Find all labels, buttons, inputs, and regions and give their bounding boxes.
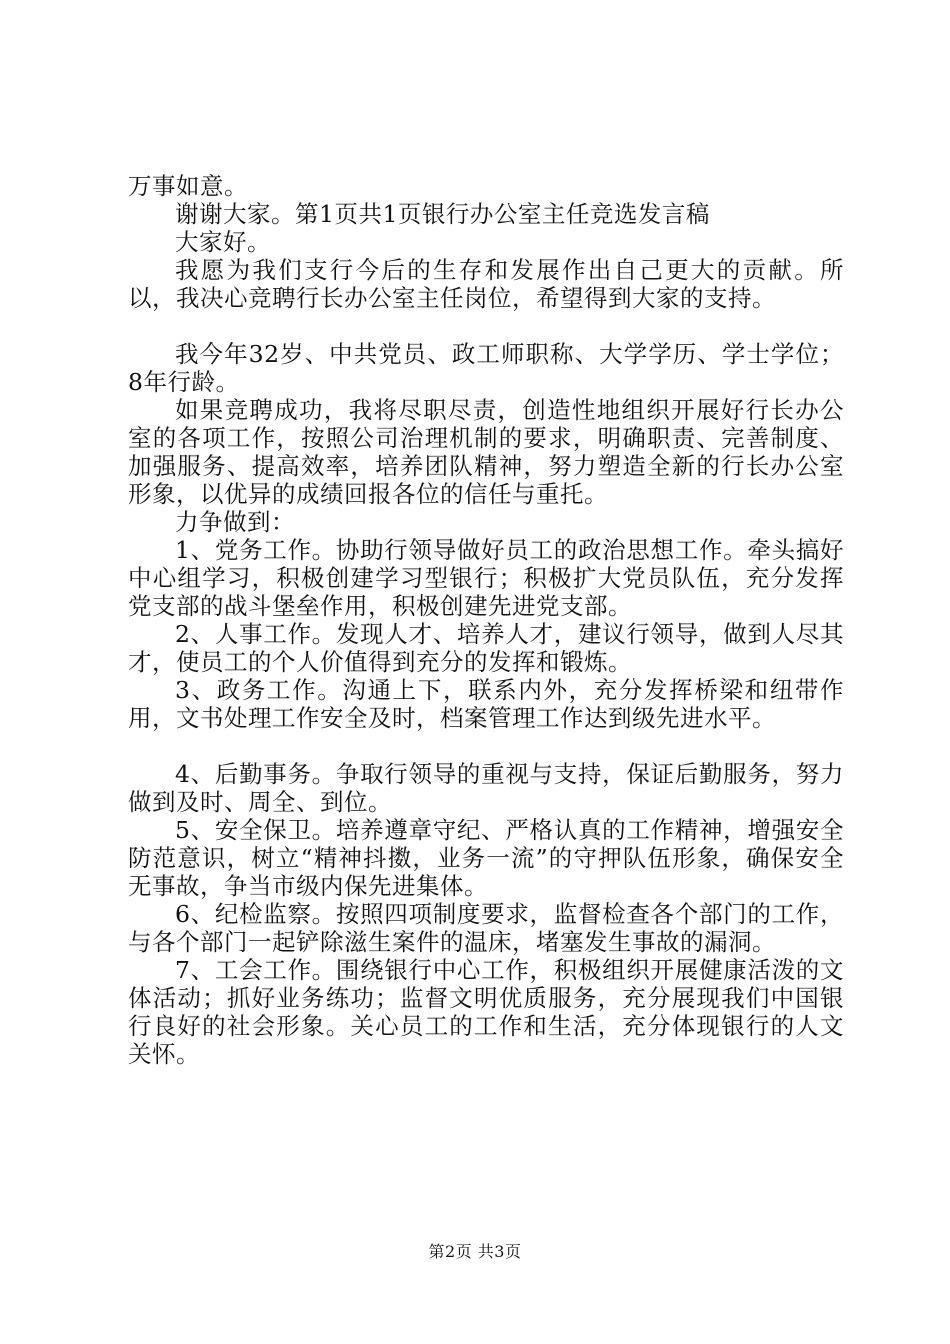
- paragraph-commitment: 如果竞聘成功，我将尽职尽责，创造性地组织开展好行长办公室的各项工作，按照公司治理机制的要求，明确职责、完善制度、加强服务、提高效率，培养团队精神，努力塑造全新的行长办公室形象，以优异的成绩回报各位的信任与重托。: [128, 396, 844, 508]
- paragraph-self-introduction: 我今年32岁、中共党员、政工师职称、大学学历、学士学位；8年行龄。: [128, 340, 844, 396]
- paragraph-thanks-and-title: 谢谢大家。第1页共1页银行办公室主任竞选发言稿: [175, 200, 710, 228]
- paragraph-item-personnel: 2、人事工作。发现人才、培养人才，建议行领导，做到人尽其才，使员工的个人价值得到充分的发挥和锻炼。: [128, 620, 844, 676]
- paragraph-item-discipline: 6、纪检监察。按照四项制度要求，监督检查各个部门的工作，与各个部门一起铲除滋生案件的温床，堵塞发生事故的漏洞。: [128, 900, 844, 956]
- paragraph-item-logistics: 4、后勤事务。争取行领导的重视与支持，保证后勤服务，努力做到及时、周全、到位。: [128, 760, 844, 816]
- paragraph-goals-heading: 力争做到：: [175, 508, 295, 536]
- document-body: [128, 172, 844, 1068]
- paragraph-closing-wish: 万事如意。: [128, 172, 248, 200]
- paragraph-item-administration: 3、政务工作。沟通上下，联系内外，充分发挥桥梁和纽带作用，文书处理工作安全及时，档案管理工作达到级先进水平。: [128, 676, 844, 732]
- page-number-footer: 第2页 共3页: [428, 1242, 522, 1261]
- paragraph-intention: 我愿为我们支行今后的生存和发展作出自己更大的贡献。所以，我决心竞聘行长办公室主任岗位，希望得到大家的支持。: [128, 256, 844, 312]
- paragraph-greeting: 大家好。: [175, 228, 271, 256]
- paragraph-item-security: 5、安全保卫。培养遵章守纪、严格认真的工作精神，增强安全防范意识，树立“精神抖擞，业务一流”的守押队伍形象，确保安全无事故，争当市级内保先进集体。: [128, 816, 844, 900]
- paragraph-item-union: 7、工会工作。围绕银行中心工作，积极组织开展健康活泼的文体活动；抓好业务练功；监督文明优质服务，充分展现我们中国银行良好的社会形象。关心员工的工作和生活，充分体现银行的人文关怀。: [128, 956, 844, 1068]
- paragraph-item-party-work: 1、党务工作。协助行领导做好员工的政治思想工作。牵头搞好中心组学习，积极创建学习型银行；积极扩大党员队伍，充分发挥党支部的战斗堡垒作用，积极创建先进党支部。: [128, 536, 844, 620]
